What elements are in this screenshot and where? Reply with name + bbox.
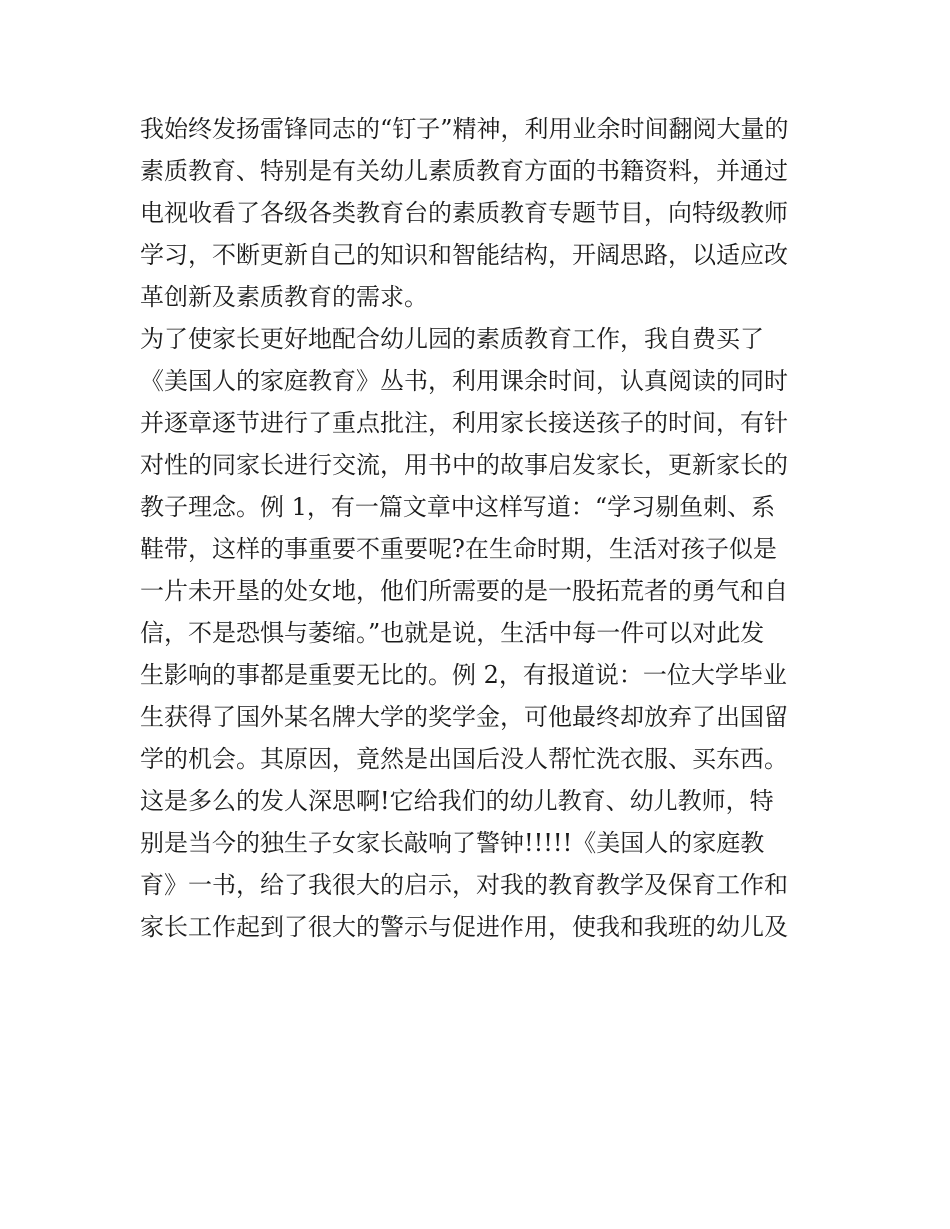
text-line: 一片未开垦的处女地，他们所需要的是一股拓荒者的勇气和自: [140, 577, 788, 605]
text-line: 育》一书，给了我很大的启示，对我的教育教学及保育工作和: [140, 871, 788, 899]
text-line: 并逐章逐节进行了重点批注，利用家长接送孩子的时间，有针: [140, 409, 788, 437]
text-line: 为了使家长更好地配合幼儿园的素质教育工作，我自费买了: [140, 325, 764, 353]
text-line: 生影响的事都是重要无比的。例 2，有报道说：一位大学毕业: [140, 661, 787, 689]
text-line: 对性的同家长进行交流，用书中的故事启发家长，更新家长的: [140, 451, 788, 479]
text-line: 生获得了国外某名牌大学的奖学金，可他最终却放弃了出国留: [140, 703, 788, 731]
text-line: 素质教育、特别是有关幼儿素质教育方面的书籍资料，并通过: [140, 157, 788, 185]
text-line: 教子理念。例 1，有一篇文章中这样写道：“学习剔鱼刺、系: [140, 493, 776, 521]
text-line: 电视收看了各级各类教育台的素质教育专题节目，向特级教师: [140, 199, 788, 227]
text-line: 学的机会。其原因，竟然是出国后没人帮忙洗衣服、买东西。: [140, 745, 788, 773]
text-line: 鞋带，这样的事重要不重要呢?在生命时期，生活对孩子似是: [140, 535, 777, 563]
text-line: 我始终发扬雷锋同志的“钉子”精神，利用业余时间翻阅大量的: [140, 115, 789, 143]
text-line: 这是多么的发人深思啊!它给我们的幼儿教育、幼儿教师，特: [140, 787, 774, 815]
text-line: 《美国人的家庭教育》丛书，利用课余时间，认真阅读的同时: [140, 367, 788, 395]
text-line: 信，不是恐惧与萎缩。”也就是说，生活中每一件可以对此发: [140, 619, 765, 647]
text-line: 学习，不断更新自己的知识和智能结构，开阔思路，以适应改: [140, 241, 788, 269]
text-line: 革创新及素质教育的需求。: [140, 283, 428, 311]
body-text: [140, 108, 820, 948]
text-line: 别是当今的独生子女家长敲响了警钟!!!!!《美国人的家庭教: [140, 829, 765, 857]
text-line: 家长工作起到了很大的警示与促进作用，使我和我班的幼儿及: [140, 913, 788, 941]
